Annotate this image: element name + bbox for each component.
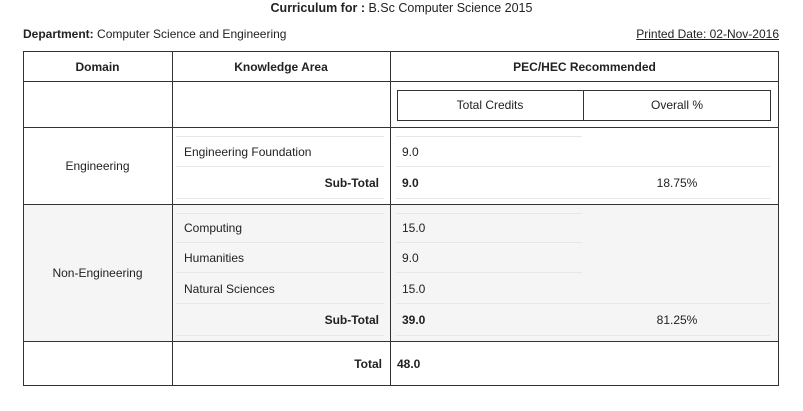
knowledge-area-cell: Computing: [184, 221, 243, 235]
inner-line: [176, 136, 384, 137]
inner-line: [396, 198, 770, 199]
inner-line: [176, 213, 384, 214]
department: [23, 27, 286, 41]
engineering-subtotal-credits: 9.0: [402, 176, 419, 190]
inner-line: [396, 213, 582, 214]
row-divider-engineering: [23, 204, 779, 205]
column-header-domain: Domain: [75, 60, 120, 74]
printed-date: Printed Date: 02-Nov-2016: [636, 27, 779, 41]
inner-line: [396, 335, 770, 336]
inner-line: [176, 166, 384, 167]
inner-line: [396, 242, 582, 243]
row-divider-non-engineering: [23, 341, 779, 342]
subheader-overall-percent: Overall %: [650, 98, 703, 112]
row-divider-header: [23, 81, 779, 82]
page-title: [0, 1, 803, 15]
inner-line: [396, 272, 582, 273]
inner-line: [176, 303, 384, 304]
credits-cell: 15.0: [402, 282, 426, 296]
credits-cell: 15.0: [402, 221, 426, 235]
domain-non-engineering: Non-Engineering: [52, 266, 143, 280]
department-value: Computer Science and Engineering: [97, 27, 287, 41]
inner-line: [396, 166, 770, 167]
non-engineering-subtotal-credits: 39.0: [402, 313, 426, 327]
department-label: Department:: [23, 27, 94, 41]
credits-cell: 9.0: [402, 251, 419, 265]
inner-line: [396, 136, 582, 137]
row-divider-subheader: [23, 127, 779, 128]
domain-engineering: Engineering: [65, 159, 130, 173]
credits-cell: 9.0: [402, 145, 419, 159]
knowledge-area-cell: Engineering Foundation: [184, 145, 312, 159]
title-label: Curriculum for :: [270, 1, 365, 15]
knowledge-area-cell: Humanities: [184, 251, 245, 265]
title-value: B.Sc Computer Science 2015: [368, 1, 533, 15]
total-credits: 48.0: [397, 357, 421, 371]
engineering-subtotal-percent: 18.75%: [656, 176, 698, 190]
inner-line: [396, 303, 770, 304]
subheader-total-credits: Total Credits: [456, 98, 524, 112]
col-divider-area: [390, 51, 391, 386]
non-engineering-subtotal-label: Sub-Total: [324, 313, 379, 327]
knowledge-area-cell: Natural Sciences: [184, 282, 275, 296]
inner-line: [176, 242, 384, 243]
column-header-knowledge-area: Knowledge Area: [234, 60, 328, 74]
column-header-recommended: PEC/HEC Recommended: [513, 60, 656, 74]
engineering-subtotal-label: Sub-Total: [324, 176, 379, 190]
inner-line: [176, 198, 384, 199]
inner-line: [176, 272, 384, 273]
non-engineering-subtotal-percent: 81.25%: [656, 313, 698, 327]
total-label: Total: [354, 357, 382, 371]
col-divider-domain: [172, 51, 173, 386]
inner-line: [176, 335, 384, 336]
